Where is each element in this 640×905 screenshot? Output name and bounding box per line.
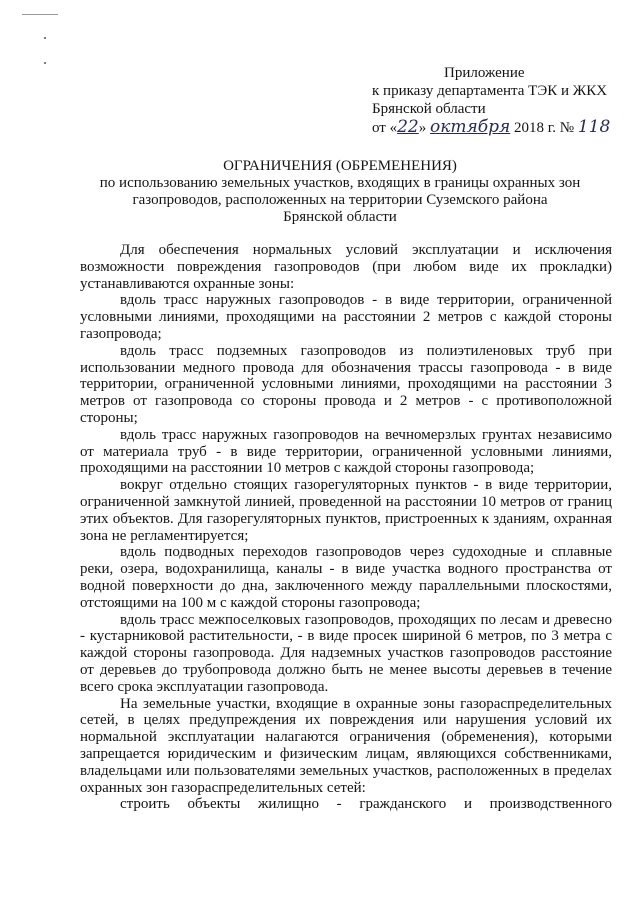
paragraph-zone-underwater: вдоль подводных переходов газопроводов через судоходные и сплавные реки, озера, водохранилища, каналы - в виде участка водного пространства от водной поверхности до дна, заключенного между параллельными плоскостями, отстоящими на 100 м с каждой стороны газопровода; bbox=[80, 544, 612, 611]
paragraph-restrictions: На земельные участки, входящие в охранные зоны газораспределительных сетей, в целях предупреждения их повреждения или нарушения условий их нормальной эксплуатации налагаются ограничения (обременения), которыми запрещается юридическим и физическим лицам, являющихся собственниками, владельцами или пользователями земельных участков, расположенных в пределах охранных зон газораспределительных сетей: bbox=[80, 695, 612, 796]
title-line-2: по использованию земельных участков, входящих в границы охранных зон bbox=[99, 175, 581, 191]
document-body bbox=[80, 242, 612, 813]
paragraph-zone-forest: вдоль трасс межпоселковых газопроводов, проходящих по лесам и древесно - кустарниковой растительности, - в виде просек шириной 6 метров, по 3 метра с каждой стороны газопровода. Для надземных участков газопроводов расстояние от деревьев до трубопровода должно быть не менее высоты деревьев в течение всего срока эксплуатации газопровода. bbox=[80, 611, 612, 695]
date-month-handwritten: октября bbox=[430, 117, 511, 137]
date-prefix: от « bbox=[372, 120, 398, 136]
appendix-date-line bbox=[372, 118, 622, 137]
date-day-handwritten: 22 bbox=[397, 117, 419, 137]
appendix-order-ref: к приказу департамента ТЭК и ЖКХ bbox=[372, 83, 608, 99]
title-line-4: Брянской области bbox=[283, 209, 397, 225]
paragraph-intro: Для обеспечения нормальных условий эксплуатации и исключения возможности повреждения газопроводов (при любом виде их прокладки) устанавливаются охранные зоны: bbox=[80, 242, 612, 292]
order-number-handwritten: 118 bbox=[577, 117, 611, 137]
appendix-header bbox=[372, 64, 622, 137]
scan-artifact-line bbox=[22, 14, 58, 15]
document-title bbox=[60, 158, 620, 226]
appendix-title: Приложение bbox=[444, 65, 525, 81]
date-mid: » bbox=[418, 120, 427, 136]
paragraph-zone-underground: вдоль трасс подземных газопроводов из полиэтиленовых труб при использовании медного провода для обозначения трассы газопровода - в виде территории, ограниченной условными линиями, проходящими на расстоянии 3 метров от газопровода со стороны провода и 2 метров - с противоположной стороны; bbox=[80, 342, 612, 426]
scan-artifact-dot bbox=[44, 37, 46, 39]
date-suffix: 2018 г. № bbox=[510, 120, 578, 136]
title-heading: ОГРАНИЧЕНИЯ (ОБРЕМЕНЕНИЯ) bbox=[223, 158, 457, 174]
paragraph-zone-permafrost: вдоль трасс наружных газопроводов на вечномерзлых грунтах независимо от материала труб - в виде территории, ограниченной условными линиями, проходящими на расстоянии 10 метров с каждой стороны газопровода; bbox=[80, 426, 612, 477]
scan-artifact-dot bbox=[44, 62, 46, 64]
title-line-3: газопроводов, расположенных на территории Суземского района bbox=[132, 192, 548, 208]
paragraph-zone-outdoor: вдоль трасс наружных газопроводов - в виде территории, ограниченной условными линиями, проходящими на расстоянии 2 метров с каждой стороны газопровода; bbox=[80, 292, 612, 342]
paragraph-restriction-item: строить объекты жилищно - гражданского и производственного bbox=[120, 796, 612, 813]
paragraph-zone-regulator: вокруг отдельно стоящих газорегуляторных пунктов - в виде территории, ограниченной замкнутой линией, проведенной на расстоянии 10 метров от границ этих объектов. Для газорегуляторных пунктов, пристроенных к зданиям, охранная зона не регламентируется; bbox=[80, 477, 612, 544]
appendix-region: Брянской области bbox=[372, 101, 486, 117]
